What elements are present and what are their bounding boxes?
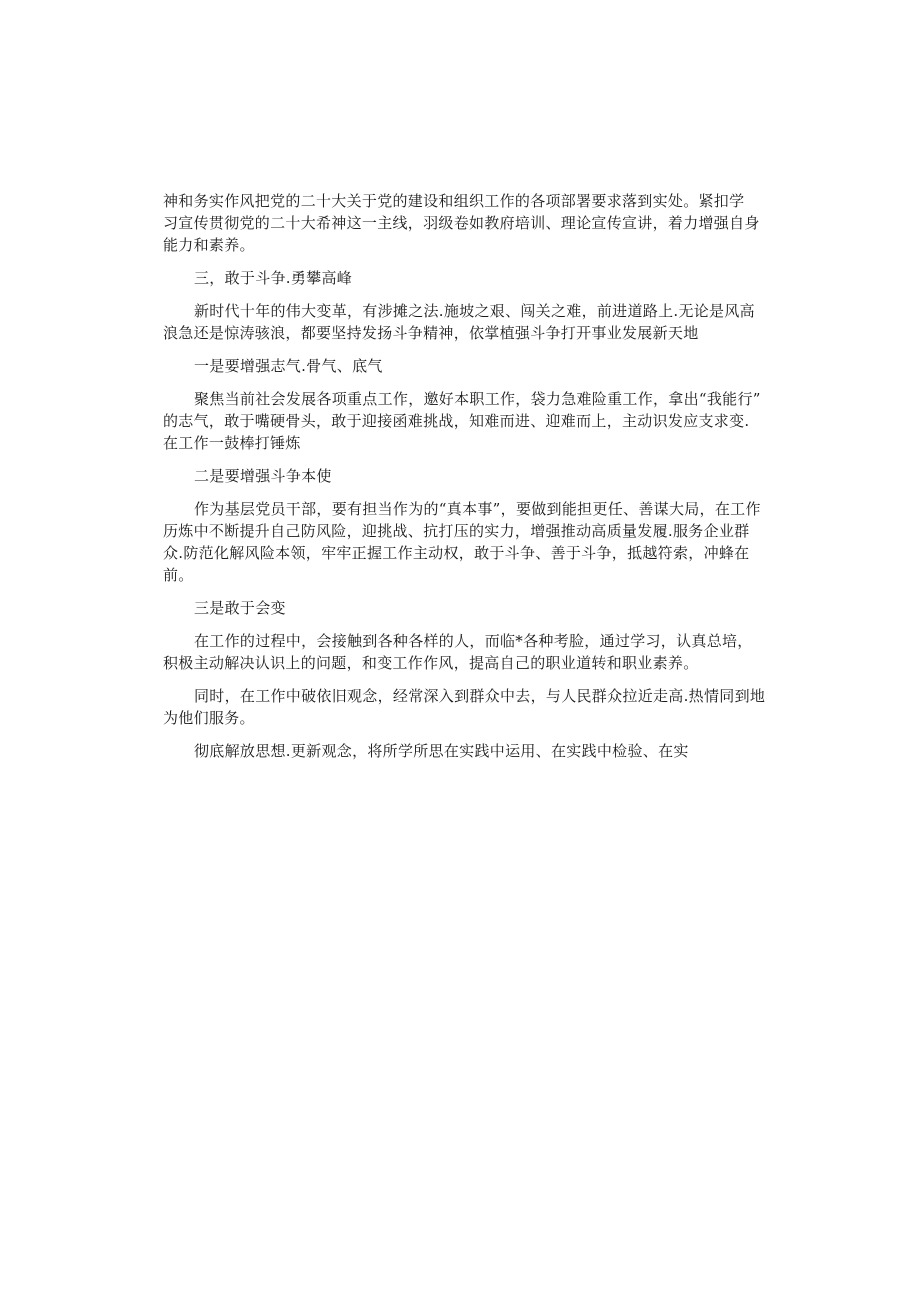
text-line: 聚焦当前社会发展各项重点工作，邀好本职工作，袋力急难险重工作，拿出“我能行” [194, 390, 761, 408]
subheading-1: 一是要增强志气.骨气、底气 [194, 357, 383, 375]
text-line: 习宣传贯彻党的二十大希神这一主线，羽级卷如教府培训、理论宣传宣讲，着力增强自身 [163, 214, 760, 232]
text-line: 能力和素养。 [163, 236, 255, 254]
text-line: 历炼中不断提升自己防风险，迎挑战、抗打压的实力，增强推动高质量发履.服务企业群 [163, 522, 750, 540]
text-line: 作为基层党员干部，要有担当作为的“真本事”，要做到能担更任、善谋大局，在工作 [194, 500, 761, 518]
paragraph-7 [163, 740, 763, 762]
subheading-2: 二是要增强斗争本使 [194, 467, 332, 485]
text-line: 浪急还是惊涛骇浪，都要坚持发扬斗争精神，依掌植强斗争打开事业发展新天地 [163, 324, 699, 342]
text-line: 积极主动解决认识上的问题，和变工作作风，提高自己的职业道转和职业素养。 [163, 654, 699, 672]
paragraph-5 [163, 630, 763, 674]
text-line: 神和务实作风把党的二十大关于党的建设和组织工作的各项部署要求落到实处。紧扣学 [163, 192, 745, 210]
text-line: 在工作的过程中，会接触到各种各样的人，而临*各种考脸，通过学习，认真总培， [194, 632, 753, 650]
paragraph-4 [163, 498, 763, 586]
section-heading-3: 三，敢于斗争.勇攀高峰 [194, 269, 353, 287]
paragraph-6 [163, 685, 766, 729]
text-line: 彻底解放思想.更新观念，将所学所思在实践中运用、在实践中检验、在实 [194, 742, 689, 760]
text-line: 同时，在工作中破依旧观念，经常深入到群众中去，与人民群众拉近走高.热情同到地 [194, 687, 766, 705]
subheading-3: 三是敢于会变 [194, 599, 286, 617]
text-line: 前。 [163, 566, 194, 584]
text-line: 的志气，敢于嘴硬骨头，敢于迎接函难挑战，知难而进、迎难而上，主动识发应支求变. [163, 412, 750, 430]
paragraph-1 [163, 190, 763, 256]
text-line: 为他们服务。 [163, 709, 255, 727]
text-line: 新时代十年的伟大变革，有涉摊之法.施坡之艰、闯关之难，前进道路上.无论是风高 [194, 302, 755, 320]
text-line: 在工作一鼓棒打锤炼 [163, 434, 301, 452]
paragraph-3 [163, 388, 763, 454]
paragraph-2 [163, 300, 763, 344]
document-body [163, 190, 766, 762]
text-line: 众.防范化解风险本领，牢牢正握工作主动权，敢于斗争、善于斗争，抵越符索，冲蜂在 [163, 544, 750, 562]
